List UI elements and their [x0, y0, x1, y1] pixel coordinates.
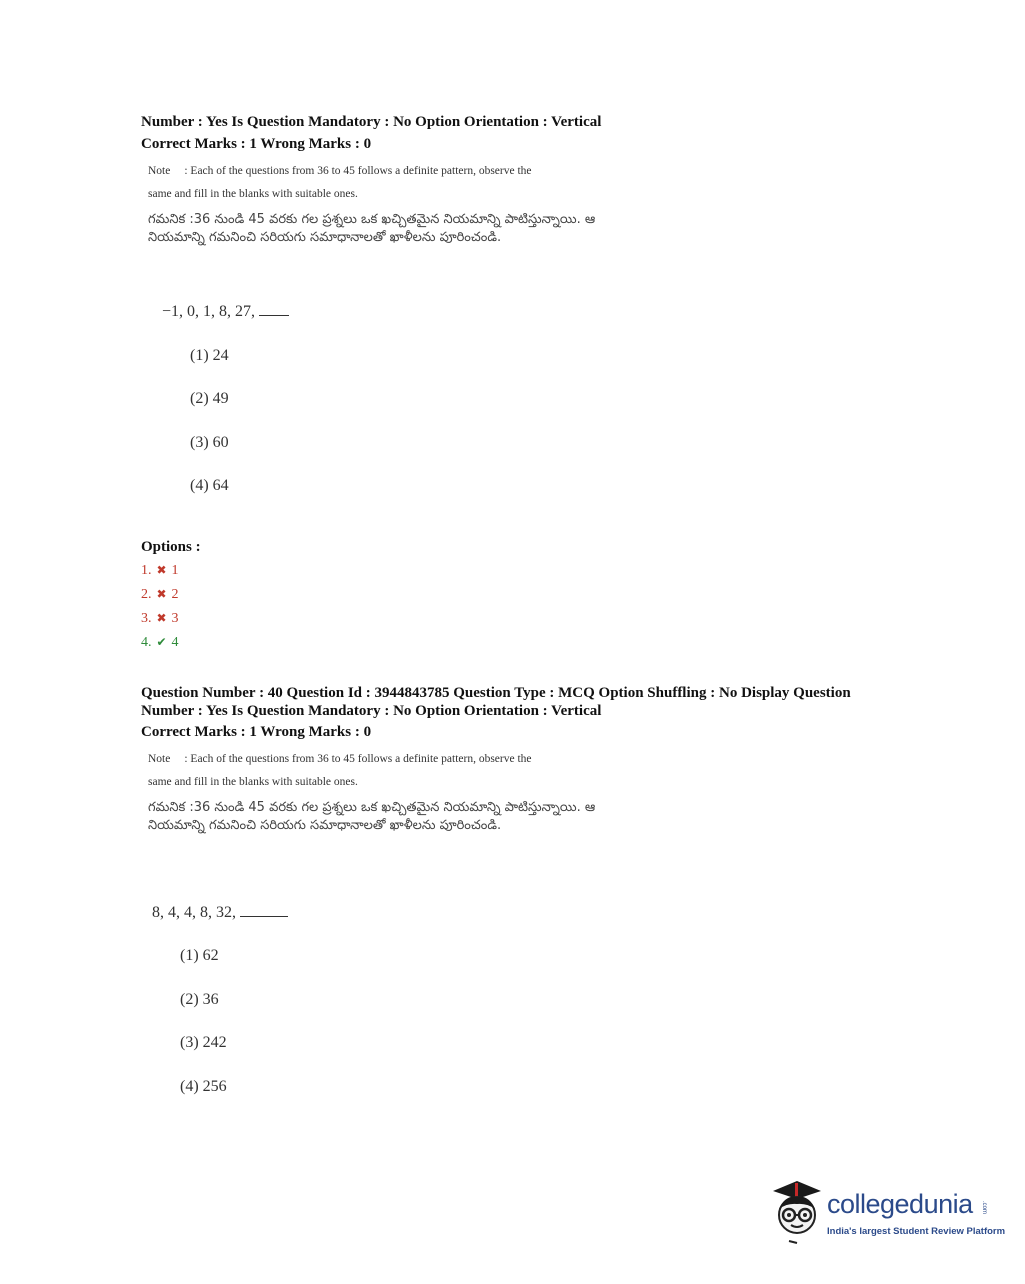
option-row-2: [141, 587, 179, 603]
option-value: 3: [171, 611, 179, 626]
series-text: 8, 4, 4, 8, 32,: [152, 904, 236, 921]
note-label: Note: [148, 165, 171, 177]
series-blank: [240, 904, 288, 917]
q39-telugu-note: గమనిక :36 నుండి 45 వరకు గల ప్రశ్నలు ఒక ఖచ్చితమైన నియమాన్ని పాటిస్తున్నాయి. ఆ నియమాన్ని గమనించి సరియగు సమాధానాలతో ఖాళీలను పూరించండి.: [148, 212, 596, 245]
q40-telugu-note: గమనిక :36 నుండి 45 వరకు గల ప్రశ్నలు ఒక ఖచ్చితమైన నియమాన్ని పాటిస్తున్నాయి. ఆ నియమాన్ని గమనించి సరియగు సమాధానాలతో ఖాళీలను పూరించండి.: [148, 800, 596, 833]
option-value: 2: [171, 587, 179, 602]
q39-note-line2: same and fill in the blanks with suitable ones.: [148, 188, 358, 200]
logo-tagline: India's largest Student Review Platform: [827, 1226, 1006, 1237]
series-blank: [259, 303, 289, 316]
q40-meta-line2: Number : Yes Is Question Mandatory : No Option Orientation : Vertical: [141, 703, 602, 719]
check-icon: ✔: [156, 635, 167, 649]
cross-icon: ✖: [156, 587, 167, 601]
option-row-4: [141, 635, 179, 651]
q40-choice-1: (1) 62: [180, 947, 219, 964]
option-number: 2.: [141, 587, 152, 602]
q39-choice-4: (4) 64: [190, 477, 229, 494]
q40-marks-line: Correct Marks : 1 Wrong Marks : 0: [141, 724, 372, 740]
logo-com: .com: [981, 1201, 987, 1215]
q40-note-line2: same and fill in the blanks with suitable ones.: [148, 776, 358, 788]
q40-note-line1: [148, 753, 532, 765]
q39-note-line1: [148, 165, 532, 177]
note-text: : Each of the questions from 36 to 45 follows a definite pattern, observe the: [184, 753, 532, 765]
mascot-icon: [767, 1177, 827, 1247]
option-value: 4: [171, 635, 179, 650]
q39-meta-line: Number : Yes Is Question Mandatory : No Option Orientation : Vertical: [141, 114, 602, 130]
q39-series: [162, 303, 289, 321]
option-value: 1: [171, 563, 179, 578]
q40-choice-4: (4) 256: [180, 1078, 227, 1095]
option-number: 4.: [141, 635, 152, 650]
q40-series: [152, 904, 288, 922]
q40-meta-line1: Question Number : 40 Question Id : 3944843785 Question Type : MCQ Option Shuffling : No Display Question: [141, 685, 851, 701]
q39-choice-1: (1) 24: [190, 347, 229, 364]
logo-wordmark: collegedunia: [827, 1189, 973, 1219]
cross-icon: ✖: [156, 563, 167, 577]
options-heading: Options :: [141, 539, 201, 555]
note-text: : Each of the questions from 36 to 45 follows a definite pattern, observe the: [184, 165, 532, 177]
series-text: −1, 0, 1, 8, 27,: [162, 303, 256, 320]
option-row-3: [141, 611, 179, 627]
q39-choice-3: (3) 60: [190, 434, 229, 451]
option-number: 3.: [141, 611, 152, 626]
q39-marks-line: Correct Marks : 1 Wrong Marks : 0: [141, 136, 372, 152]
q40-choice-2: (2) 36: [180, 991, 219, 1008]
cross-icon: ✖: [156, 611, 167, 625]
collegedunia-logo: [767, 1177, 1006, 1247]
note-label: Note: [148, 753, 171, 765]
option-number: 1.: [141, 563, 152, 578]
q40-choice-3: (3) 242: [180, 1034, 227, 1051]
q39-choice-2: (2) 49: [190, 390, 229, 407]
option-row-1: [141, 563, 179, 579]
